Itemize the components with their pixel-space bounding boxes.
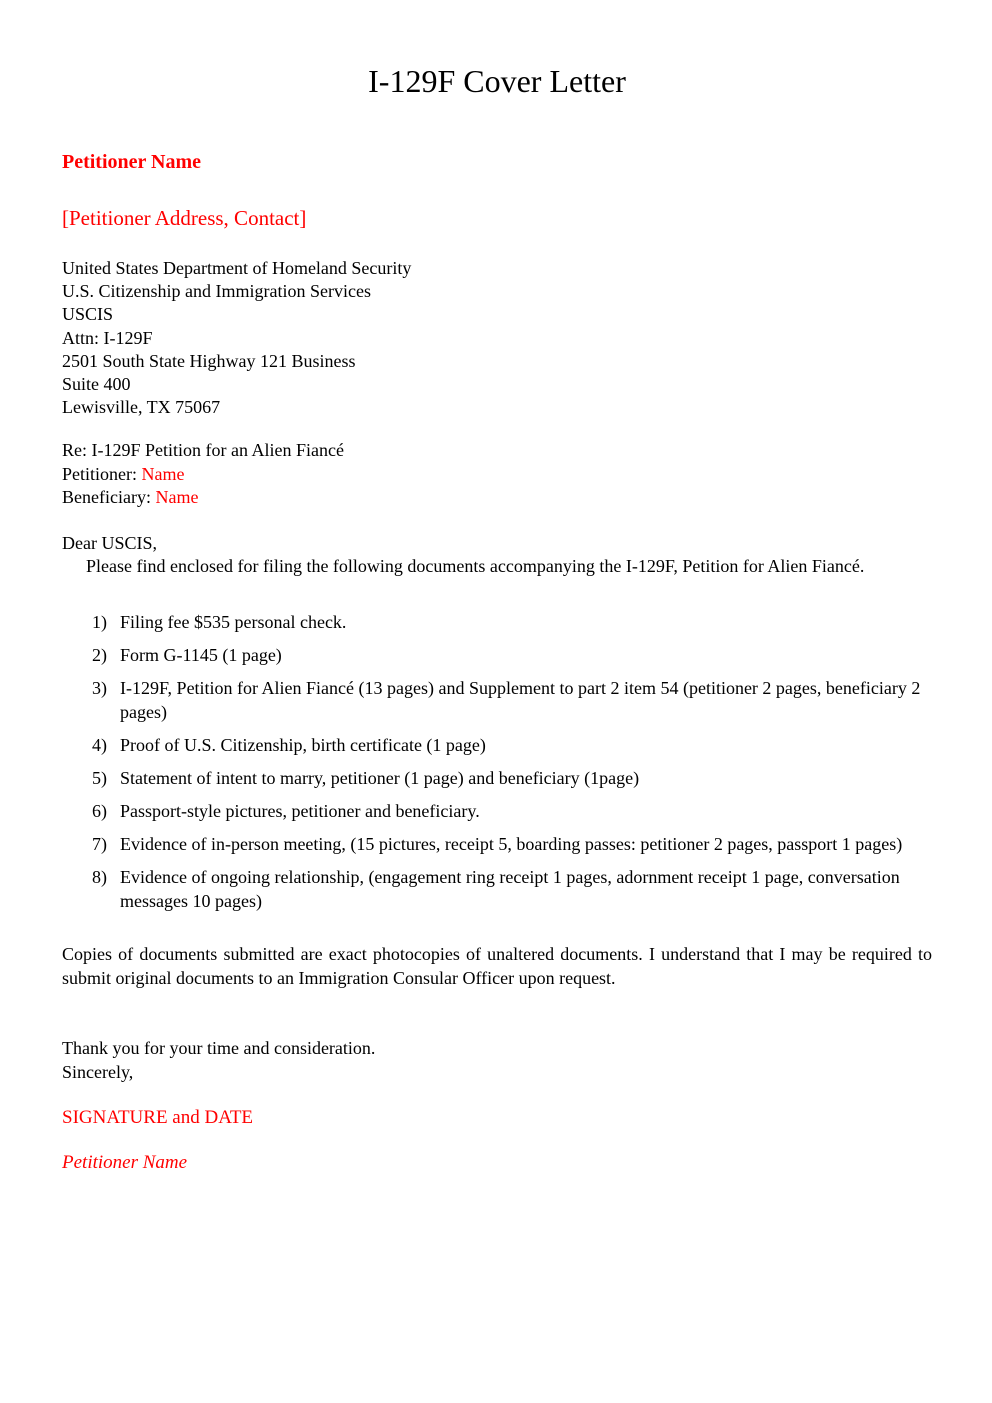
beneficiary-value: Name	[155, 486, 199, 507]
enclosure-item: Filing fee $535 personal check.	[120, 612, 347, 633]
recipient-line: Lewisville, TX 75067	[62, 397, 221, 418]
signature-date-placeholder: SIGNATURE and DATE	[62, 1106, 254, 1128]
enclosure-item: Form G-1145 (1 page)	[120, 645, 282, 666]
sincerely-line: Sincerely,	[62, 1061, 134, 1082]
recipient-line: 2501 South State Highway 121 Business	[62, 350, 356, 371]
thanks-line: Thank you for your time and consideration.	[62, 1038, 376, 1059]
signer-petitioner-name: Petitioner Name	[62, 1151, 188, 1173]
recipient-line: Suite 400	[62, 374, 131, 395]
recipient-line: United States Department of Homeland Security	[62, 258, 412, 278]
enclosure-item: I-129F, Petition for Alien Fiancé (13 pages) and Supplement to part 2 item 54 (petitioner 2 pages, beneficiary 2 pages)	[120, 678, 921, 723]
intro-paragraph: Please find enclosed for filing the following documents accompanying the I-129F, Petition for Alien Fiancé.	[86, 556, 865, 577]
beneficiary-label: Beneficiary:	[62, 486, 156, 507]
subject-block	[62, 439, 932, 509]
intro-block	[62, 532, 932, 578]
recipient-line: USCIS	[62, 304, 114, 325]
enclosure-item: Proof of U.S. Citizenship, birth certificate (1 page)	[120, 735, 486, 756]
subject-beneficiary-line	[62, 486, 932, 509]
petitioner-address-placeholder: [Petitioner Address, Contact]	[62, 206, 307, 230]
document-title: I-129F Cover Letter	[368, 63, 626, 99]
recipient-address-block	[62, 257, 932, 419]
enclosure-item: Evidence of ongoing relationship, (engagement ring receipt 1 pages, adornment receipt 1 page, conversation messages 10 pages)	[120, 867, 900, 912]
enclosure-item: Evidence of in-person meeting, (15 pictures, receipt 5, boarding passes: petitioner 2 pages, passport 1 pages)	[120, 834, 903, 855]
salutation: Dear USCIS,	[62, 533, 157, 554]
recipient-line: U.S. Citizenship and Immigration Services	[62, 281, 371, 302]
petitioner-value: Name	[141, 463, 185, 484]
petitioner-label: Petitioner:	[62, 463, 142, 484]
enclosure-list	[62, 610, 932, 913]
recipient-line: Attn: I-129F	[62, 327, 153, 348]
subject-re-line: Re: I-129F Petition for an Alien Fiancé	[62, 440, 344, 461]
enclosure-item: Statement of intent to marry, petitioner (1 page) and beneficiary (1page)	[120, 768, 640, 789]
petitioner-name-heading: Petitioner Name	[62, 151, 202, 173]
enclosure-item: Passport-style pictures, petitioner and beneficiary.	[120, 801, 480, 822]
closing-block	[62, 1037, 932, 1083]
declaration-paragraph: Copies of documents submitted are exact photocopies of unaltered documents. I understand that I may be required to submit original documents to an Immigration Consular Officer upon request.	[62, 944, 932, 989]
subject-petitioner-line	[62, 463, 932, 486]
